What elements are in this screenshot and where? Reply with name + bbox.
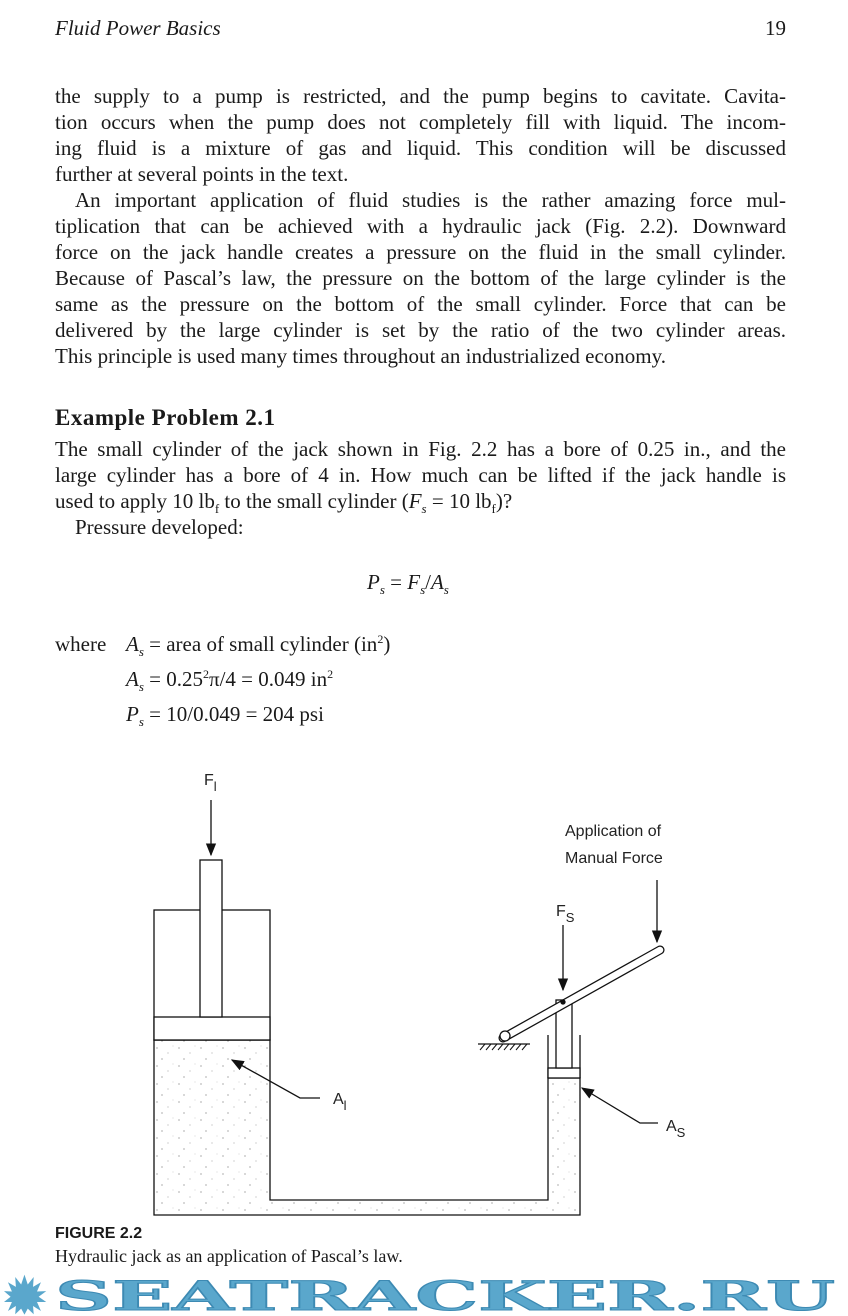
body-line: large cylinder has a bore of 4 in. How much can be lifted if the jack handle is [55,463,786,487]
body-line: ing fluid is a mixture of gas and liquid. This condition will be discussed [55,136,786,160]
t: A [126,632,139,656]
large-piston [154,1017,270,1040]
t: = [384,570,408,594]
t: to the small cylinder ( [219,489,409,513]
t: P [367,570,380,594]
t: P [126,702,139,726]
t: s [138,679,144,695]
label-s: S [676,1125,686,1140]
t: 2 [377,632,384,646]
small-piston [548,1068,580,1078]
section-heading: Example Problem 2.1 [55,405,276,430]
t: s [379,582,385,598]
fluid-reservoir [154,1040,580,1215]
t: f [214,501,220,517]
body-line: further at several points in the text. [55,162,349,186]
body-line: tiplication that can be achieved with a hydraulic jack (Fig. 2.2). Downward [55,214,786,238]
t: π/4 = 0.049 in [208,667,328,691]
t: s [138,644,144,660]
svg-text:FS [556,903,575,925]
body-line: Pressure developed: [75,515,244,539]
t: ) [383,632,391,656]
label-f: F [204,772,214,789]
t: s [421,501,427,517]
figure-label: FIGURE 2.2 [55,1225,143,1242]
t: = 10/0.049 = 204 psi [143,702,324,726]
t: = area of small cylinder (in [143,632,378,656]
t: s [443,582,449,598]
body-line: force on the jack handle creates a pressure on the fluid in the small cylinder. [55,240,786,264]
svg-text:Fl [204,772,217,794]
area-small-pointer [582,1088,658,1123]
handle-pivot [500,1031,510,1041]
label-l: l [213,779,217,794]
label-s: S [565,910,575,925]
svg-text:AS [666,1118,686,1140]
t: A [126,667,139,691]
where-label: where [55,632,107,656]
label-a: A [666,1118,677,1135]
t: )? [495,489,513,513]
body-line: An important application of fluid studies is the rather amazing force mul- [75,188,786,212]
body-line: tion occurs when the pump does not completely fill with liquid. The incom- [55,110,786,134]
figure-caption: Hydraulic jack as an application of Pascal’s law. [55,1246,403,1266]
t: A [430,570,444,594]
watermark [0,1272,848,1316]
t: = 10 lb [426,489,492,513]
body-line: same as the pressure on the bottom of the small cylinder. Force that can be [55,292,786,316]
t: 2 [202,667,209,681]
body-line: the supply to a pump is restricted, and the pump begins to cavitate. Cavita- [55,84,786,108]
body-line: This principle is used many times throughout an industrialized economy. [55,344,667,368]
t: f [491,501,496,517]
running-title: Fluid Power Basics [55,16,221,40]
large-piston-rod [200,860,222,1017]
label-l: l [343,1098,347,1113]
body-line: The small cylinder of the jack shown in Fig. 2.2 has a bore of 0.25 in., and the [55,437,786,461]
t: F [407,570,421,594]
label-a: A [333,1091,344,1108]
label-application: Application of [565,823,662,840]
sunburst-icon [4,1275,46,1315]
label-f: F [556,903,566,920]
watermark-text: SEATRACKER.RU [55,1273,835,1316]
t: F [408,489,422,513]
body-line: Because of Pascal’s law, the pressure on the bottom of the large cylinder is the [55,266,786,290]
t: 2 [327,667,334,681]
t: used to apply 10 lb [55,489,215,513]
page-number: 19 [765,16,786,40]
t: / [425,570,431,594]
t: = 0.25 [143,667,203,691]
t: s [420,582,426,598]
t: s [138,714,144,730]
body-line: delivered by the large cylinder is set by the ratio of the two cylinder areas. [55,318,786,342]
svg-text:Al [333,1091,347,1113]
label-manual-force: Manual Force [565,850,663,867]
